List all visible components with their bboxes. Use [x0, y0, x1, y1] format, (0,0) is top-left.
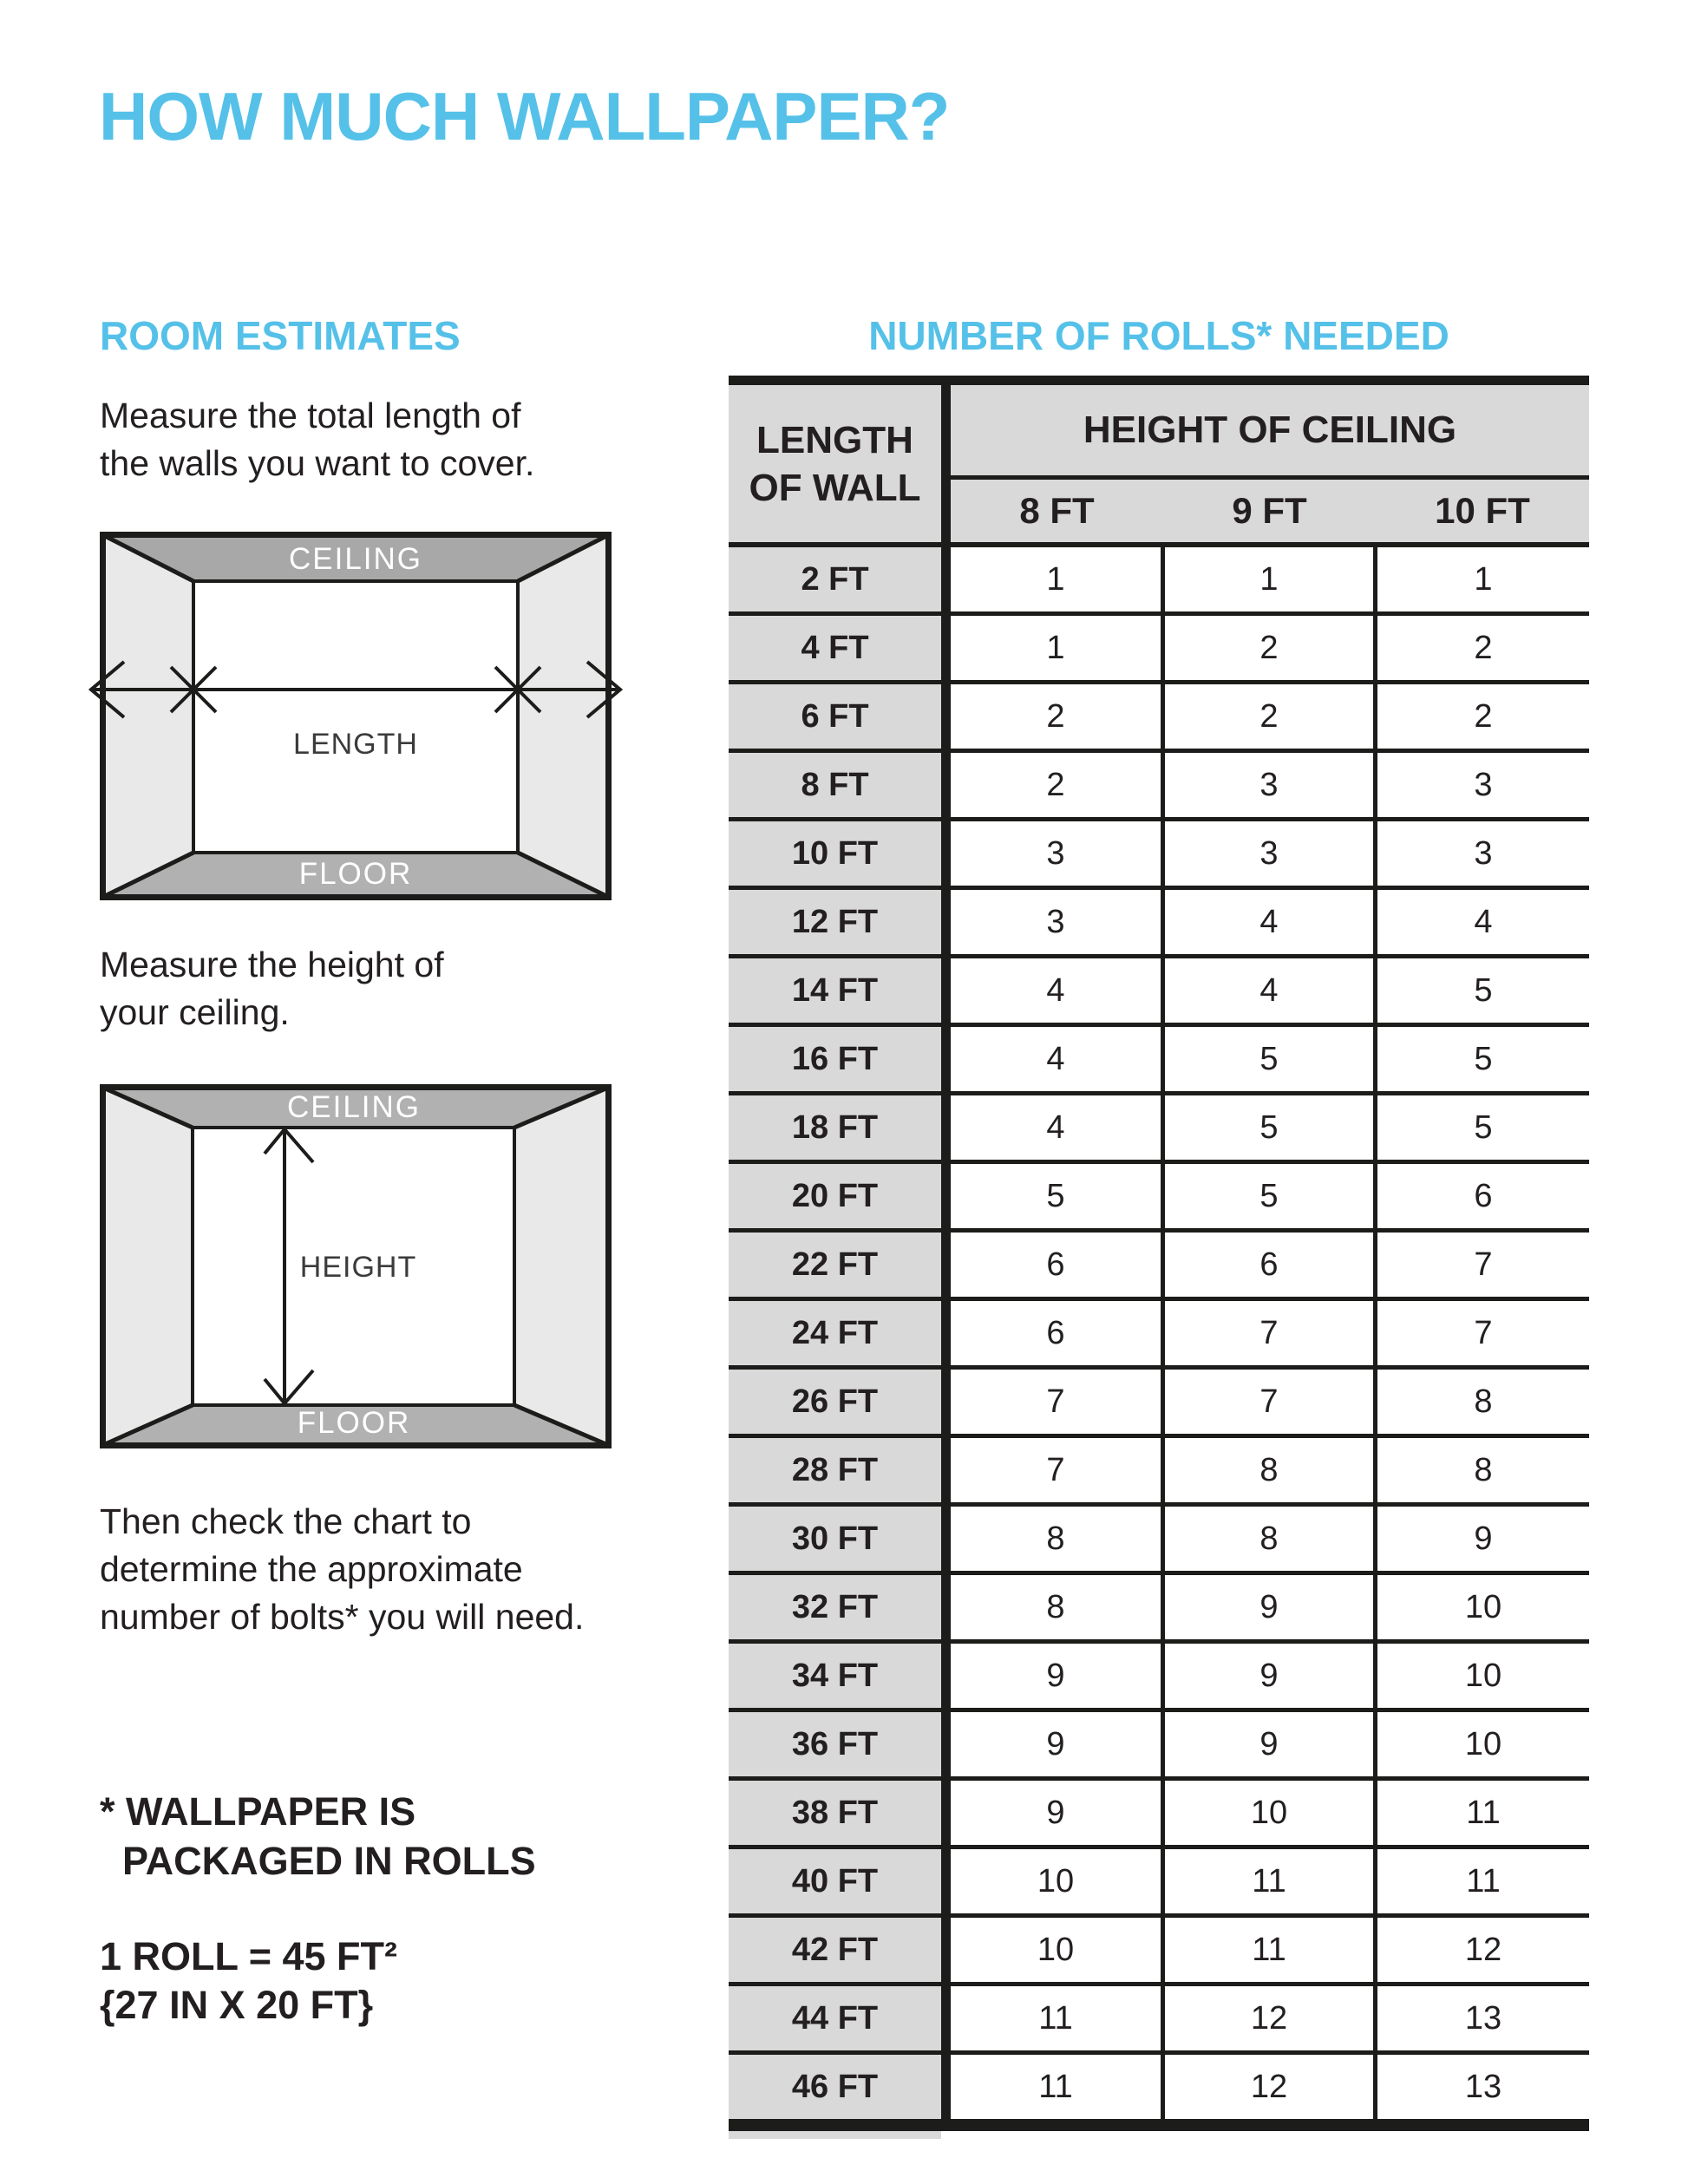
- cell-value: 4: [1259, 971, 1279, 1009]
- cell-value: 9: [1046, 1657, 1065, 1694]
- height-of-ceiling-header: [951, 385, 1589, 542]
- cell-value: 8: [1259, 1520, 1279, 1557]
- cell-value: 10: [1250, 1794, 1288, 1831]
- cell-value: 2: [1046, 697, 1065, 735]
- table-row: [729, 547, 1589, 616]
- table-row: [729, 1438, 1589, 1507]
- cell-value: 11: [1038, 1999, 1073, 2037]
- column-divider: [1161, 547, 1165, 2119]
- roll-size-info: [100, 1932, 397, 2030]
- right-wall: [518, 535, 608, 897]
- cell-value: 2: [1259, 629, 1279, 666]
- check-chart-paragraph: [100, 1498, 584, 1641]
- cell-value: 7: [1259, 1314, 1279, 1351]
- height-of-ceiling-title: HEIGHT OF CEILING: [1083, 409, 1457, 451]
- cell-value: 12: [1250, 2068, 1288, 2105]
- cell-value: 9: [1046, 1794, 1065, 1831]
- cell-value: 12: [1250, 1999, 1288, 2037]
- row-label: 4 FT: [729, 616, 941, 680]
- row-label: 20 FT: [729, 1164, 941, 1228]
- cell-value: 11: [1252, 1931, 1286, 1968]
- cell-value: 7: [1474, 1314, 1493, 1351]
- row-label: 16 FT: [729, 1027, 941, 1091]
- cell-value: 8: [1046, 1520, 1065, 1557]
- note-line: * WALLPAPER IS: [100, 1789, 416, 1834]
- column-header-10ft: 10 FT: [1435, 490, 1530, 531]
- cell-value: 11: [1252, 1862, 1286, 1900]
- cell-value: 1: [1474, 560, 1493, 598]
- cell-value: 9: [1259, 1588, 1279, 1625]
- ceiling-height-columns: [951, 480, 1589, 542]
- wallpaper-rolls-note: [100, 1787, 536, 1886]
- table-row: [729, 958, 1589, 1027]
- table-row: [729, 1370, 1589, 1438]
- cell-value: 1: [1259, 560, 1279, 598]
- roll-size-line: {27 IN X 20 FT}: [100, 1983, 374, 2027]
- row-label: 22 FT: [729, 1233, 941, 1297]
- table-row: [729, 1095, 1589, 1164]
- ceiling-label: CEILING: [286, 1090, 422, 1124]
- paragraph-line: the walls you want to cover.: [100, 443, 535, 483]
- cell-value: 9: [1259, 1657, 1279, 1694]
- cell-value: 4: [1046, 1040, 1065, 1077]
- cell-value: 3: [1046, 903, 1065, 940]
- left-wall: [103, 1088, 193, 1445]
- cell-value: 8: [1259, 1451, 1279, 1488]
- table-row: [729, 616, 1589, 684]
- floor-label: FLOOR: [297, 1406, 411, 1440]
- cell-value: 8: [1474, 1451, 1493, 1488]
- row-label: 40 FT: [729, 1849, 941, 1913]
- room-length-diagram: [100, 532, 612, 900]
- cell-value: 3: [1474, 834, 1493, 872]
- cell-value: 2: [1474, 629, 1493, 666]
- table-top-bar: [729, 376, 1589, 385]
- rolls-needed-heading: NUMBER OF ROLLS* NEEDED: [868, 313, 1449, 358]
- note-line: PACKAGED IN ROLLS: [122, 1839, 536, 1883]
- cell-value: 9: [1259, 1725, 1279, 1762]
- table-row: [729, 1644, 1589, 1712]
- cell-value: 2: [1046, 766, 1065, 803]
- table-row: [729, 1507, 1589, 1575]
- label-column-foot: [729, 2131, 941, 2139]
- ceiling-label: CEILING: [288, 542, 423, 576]
- cell-value: 10: [1464, 1657, 1502, 1694]
- cell-value: 4: [1046, 971, 1065, 1009]
- row-label: 24 FT: [729, 1301, 941, 1365]
- cell-value: 9: [1474, 1520, 1493, 1557]
- cell-value: 7: [1259, 1383, 1279, 1420]
- cell-value: 7: [1474, 1246, 1493, 1283]
- table-row: [729, 1027, 1589, 1095]
- page-title: HOW MUCH WALLPAPER?: [99, 78, 950, 154]
- table-row: [729, 1301, 1589, 1370]
- thick-column-divider: [941, 385, 951, 2131]
- rolls-needed-table: [729, 376, 1589, 2141]
- row-label: 18 FT: [729, 1095, 941, 1160]
- table-row: [729, 1712, 1589, 1781]
- roll-size-line: 1 ROLL = 45 FT²: [100, 1934, 397, 1978]
- cell-value: 6: [1259, 1246, 1279, 1283]
- cell-value: 3: [1474, 766, 1493, 803]
- row-label: 8 FT: [729, 753, 941, 817]
- cell-value: 1: [1046, 560, 1065, 598]
- length-label: LENGTH: [293, 728, 418, 761]
- row-label: 46 FT: [729, 2055, 941, 2119]
- cell-value: 7: [1046, 1383, 1065, 1420]
- paragraph-line: Measure the height of: [100, 945, 444, 984]
- row-label: 26 FT: [729, 1370, 941, 1434]
- cell-value: 5: [1259, 1177, 1279, 1214]
- cell-value: 10: [1037, 1931, 1075, 1968]
- cell-value: 4: [1046, 1108, 1065, 1146]
- column-header-8ft: 8 FT: [1019, 490, 1095, 531]
- cell-value: 8: [1046, 1588, 1065, 1625]
- table-row: [729, 821, 1589, 890]
- table-row: [729, 1233, 1589, 1301]
- cell-value: 4: [1259, 903, 1279, 940]
- row-label: 28 FT: [729, 1438, 941, 1502]
- cell-value: 8: [1474, 1383, 1493, 1420]
- cell-value: 2: [1259, 697, 1279, 735]
- row-label: 12 FT: [729, 890, 941, 954]
- row-label: 2 FT: [729, 547, 941, 611]
- cell-value: 2: [1474, 697, 1493, 735]
- cell-value: 5: [1474, 971, 1493, 1009]
- cell-value: 13: [1464, 2068, 1502, 2105]
- cell-value: 7: [1046, 1451, 1065, 1488]
- cell-value: 10: [1464, 1588, 1502, 1625]
- paragraph-line: determine the approximate: [100, 1549, 523, 1589]
- table-row: [729, 890, 1589, 958]
- length-of-wall-header: [729, 385, 941, 542]
- header-line: OF WALL: [749, 466, 921, 509]
- cell-value: 13: [1464, 1999, 1502, 2037]
- measure-height-paragraph: [100, 941, 444, 1036]
- row-label: 30 FT: [729, 1507, 941, 1571]
- table-row: [729, 1781, 1589, 1849]
- table-bottom-bar: [729, 2119, 1589, 2131]
- cell-value: 5: [1259, 1040, 1279, 1077]
- table-row: [729, 684, 1589, 753]
- room-estimates-heading: ROOM ESTIMATES: [100, 313, 461, 358]
- cell-value: 3: [1259, 834, 1279, 872]
- row-label: 10 FT: [729, 821, 941, 886]
- table-row: [729, 1164, 1589, 1233]
- paragraph-line: your ceiling.: [100, 992, 290, 1032]
- cell-value: 5: [1046, 1177, 1065, 1214]
- paragraph-line: Then check the chart to: [100, 1501, 472, 1541]
- cell-value: 11: [1466, 1794, 1501, 1831]
- cell-value: 6: [1046, 1314, 1065, 1351]
- table-row: [729, 2055, 1589, 2119]
- paragraph-line: Measure the total length of: [100, 396, 521, 435]
- row-label: 38 FT: [729, 1781, 941, 1845]
- row-label: 6 FT: [729, 684, 941, 749]
- table-row: [729, 1575, 1589, 1644]
- cell-value: 12: [1464, 1931, 1502, 1968]
- measure-length-paragraph: [100, 392, 534, 487]
- cell-value: 3: [1259, 766, 1279, 803]
- row-label: 34 FT: [729, 1644, 941, 1708]
- cell-value: 10: [1037, 1862, 1075, 1900]
- table-row: [729, 753, 1589, 821]
- table-row: [729, 1986, 1589, 2055]
- table-row: [729, 1918, 1589, 1986]
- row-label: 44 FT: [729, 1986, 941, 2050]
- floor-label: FLOOR: [298, 857, 413, 891]
- cell-value: 1: [1046, 629, 1065, 666]
- table-header: [729, 385, 1589, 542]
- header-line: LENGTH: [756, 418, 913, 461]
- cell-value: 4: [1474, 903, 1493, 940]
- cell-value: 6: [1474, 1177, 1493, 1214]
- row-label: 42 FT: [729, 1918, 941, 1982]
- table-row: [729, 1849, 1589, 1918]
- cell-value: 3: [1046, 834, 1065, 872]
- room-height-diagram: [100, 1084, 612, 1448]
- row-label: 32 FT: [729, 1575, 941, 1639]
- table-body: [729, 547, 1589, 2119]
- column-divider: [1373, 547, 1377, 2119]
- row-label: 36 FT: [729, 1712, 941, 1776]
- height-label: HEIGHT: [299, 1251, 417, 1284]
- cell-value: 11: [1466, 1862, 1501, 1900]
- paragraph-line: number of bolts* you will need.: [100, 1597, 585, 1637]
- column-header-9ft: 9 FT: [1232, 490, 1307, 531]
- right-wall: [514, 1088, 608, 1445]
- cell-value: 5: [1474, 1108, 1493, 1146]
- cell-value: 5: [1259, 1108, 1279, 1146]
- cell-value: 10: [1464, 1725, 1502, 1762]
- back-wall: [193, 581, 518, 853]
- cell-value: 5: [1474, 1040, 1493, 1077]
- cell-value: 6: [1046, 1246, 1065, 1283]
- row-label: 14 FT: [729, 958, 941, 1023]
- cell-value: 9: [1046, 1725, 1065, 1762]
- cell-value: 11: [1038, 2068, 1073, 2105]
- left-wall: [103, 535, 193, 897]
